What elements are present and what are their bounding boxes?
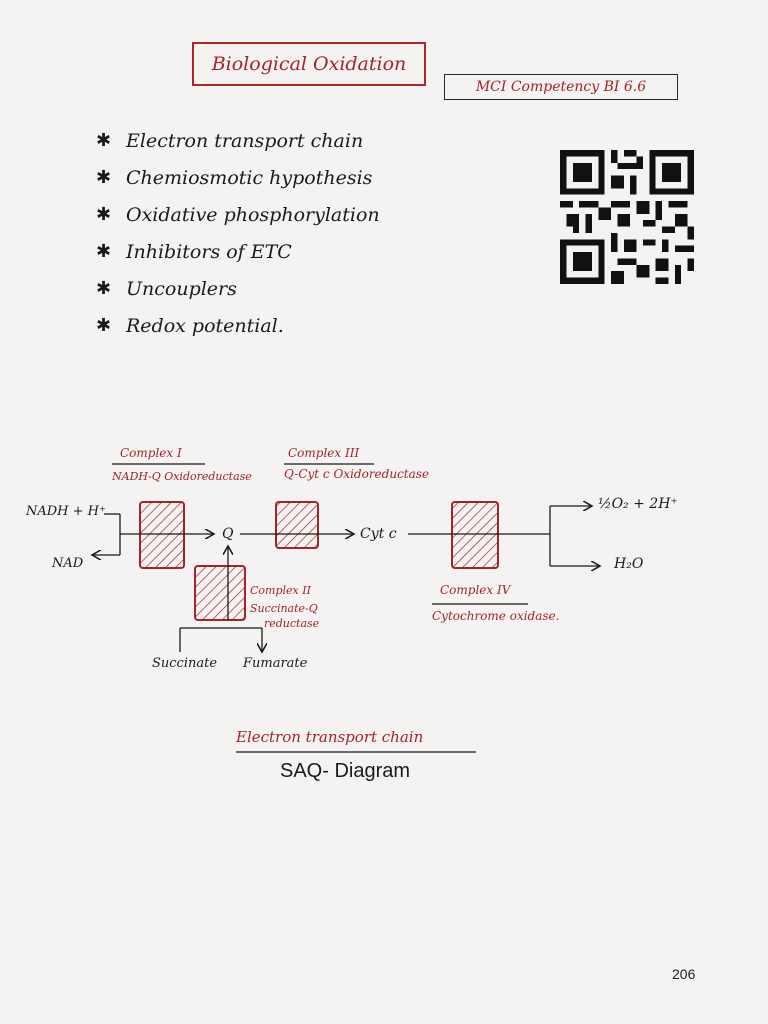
bullet-star-icon: ✱	[96, 204, 112, 225]
succinate-label: Succinate	[152, 656, 218, 671]
page-number: 206	[672, 966, 696, 982]
cytc-label: Cyt c	[360, 526, 397, 542]
diagram-subcaption: SAQ- Diagram	[280, 760, 411, 782]
fumarate-label: Fumarate	[243, 656, 308, 671]
complex4-name: Cytochrome oxidase.	[432, 609, 560, 623]
topic-label: Uncouplers	[126, 277, 237, 300]
q-label: Q	[222, 526, 234, 542]
water-label: H₂O	[614, 556, 644, 572]
complex3-title: Complex III	[288, 446, 360, 460]
competency-badge: MCI Competency BI 6.6	[444, 74, 678, 100]
complex2-name-line2: reductase	[264, 617, 320, 630]
nad-label: NAD	[52, 556, 84, 571]
bullet-star-icon: ✱	[96, 278, 112, 299]
complex2-box	[195, 566, 245, 620]
topic-label: Electron transport chain	[126, 129, 364, 152]
complex4-box	[452, 502, 498, 568]
complex1-box	[140, 502, 184, 568]
complex3-name: Q-Cyt c Oxidoreductase	[284, 467, 430, 481]
nadh-label: NADH + H⁺	[26, 504, 106, 519]
topic-label: Chemiosmotic hypothesis	[126, 166, 373, 189]
bullet-star-icon: ✱	[96, 241, 112, 262]
bullet-star-icon: ✱	[96, 130, 112, 151]
complex2-name-line1: Succinate-Q	[250, 602, 318, 615]
page-title: Biological Oxidation	[192, 42, 426, 86]
diagram-caption: Electron transport chain	[236, 728, 424, 746]
complex1-name: NADH-Q Oxidoreductase	[112, 470, 252, 483]
complex4-title: Complex IV	[440, 583, 511, 597]
complex3-box	[276, 502, 318, 548]
complex1-title: Complex I	[120, 446, 182, 460]
oxygen-label: ½O₂ + 2H⁺	[598, 496, 678, 512]
bullet-star-icon: ✱	[96, 167, 112, 188]
complex2-title: Complex II	[250, 584, 311, 597]
bullet-star-icon: ✱	[96, 315, 112, 336]
topic-label: Oxidative phosphorylation	[126, 203, 380, 226]
topic-label: Inhibitors of ETC	[126, 240, 292, 263]
topic-label: Redox potential.	[126, 314, 284, 337]
